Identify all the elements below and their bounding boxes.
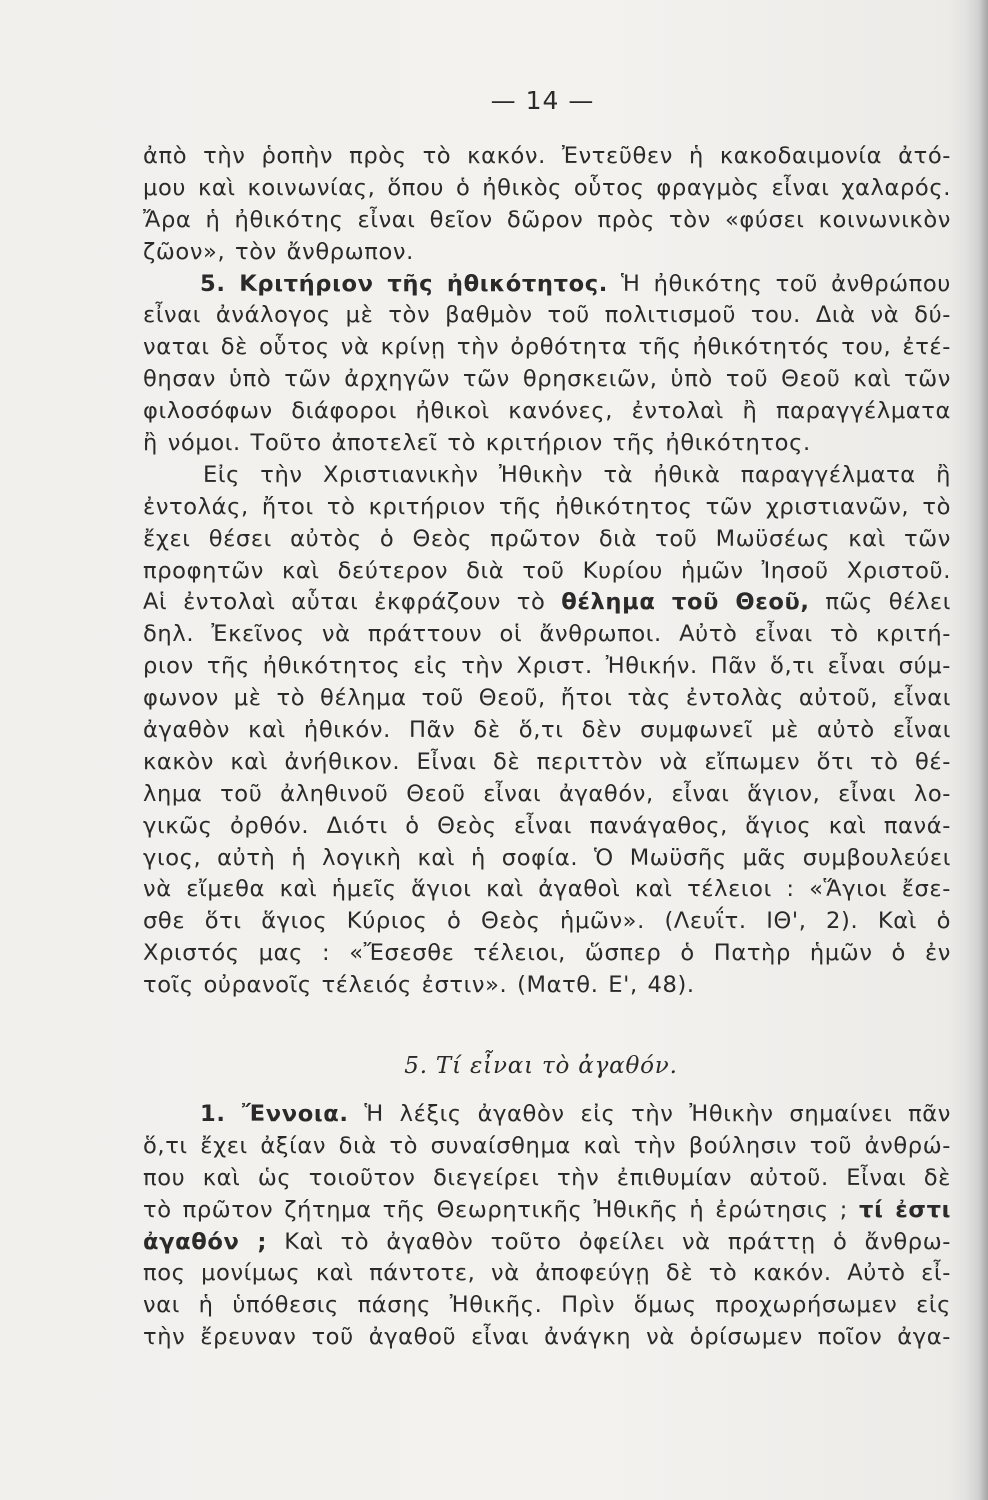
- text-line: που καὶ ὡς τοιοῦτον διεγείρει τὴν ἐπιθυμίαν αὐτοῦ. Εἶναι δὲ: [143, 1164, 951, 1191]
- question-emphasis: ἀγαθόν ;: [143, 1228, 267, 1255]
- text-line: νὰ εἴμεθα καὶ ἡμεῖς ἅγιοι καὶ ἀγαθοὶ καὶ τέλειοι : «Ἅγιοι ἔσε-: [143, 876, 951, 903]
- text-span: τὸ πρῶτον ζήτημα τῆς Θεωρητικῆς Ἠθικῆς ἡ ἐρώτησις ;: [143, 1196, 848, 1223]
- text-line: ζῶον», τὸν ἄνθρωπον.: [143, 238, 414, 265]
- text-line: ἔχει θέσει αὐτὸς ὁ Θεὸς πρῶτον διὰ τοῦ Μωϋσέως καὶ τῶν: [143, 525, 951, 552]
- text-line: Χριστός μας : «Ἔσεσθε τέλειοι, ὥσπερ ὁ Πατὴρ ἡμῶν ὁ ἐν: [143, 940, 951, 967]
- text-line: λημα τοῦ ἀληθινοῦ Θεοῦ εἶναι ἀγαθόν, εἶναι ἅγιον, εἶναι λο-: [143, 780, 951, 807]
- text-line: ναι ἡ ὑπόθεσις πάσης Ἠθικῆς. Πρὶν ὅμως προχωρήσωμεν εἰς: [143, 1292, 951, 1319]
- text-line: προφητῶν καὶ δεύτερον διὰ τοῦ Κυρίου ἡμῶν Ἰησοῦ Χριστοῦ.: [143, 557, 951, 584]
- text-line: μου καὶ κοινωνίας, ὅπου ὁ ἠθικὸς οὗτος φραγμὸς εἶναι χαλαρός.: [143, 174, 951, 201]
- text-line: εἶναι ἀνάλογος μὲ τὸν βαθμὸν τοῦ πολιτισμοῦ του. Διὰ νὰ δύ-: [143, 302, 951, 329]
- text-line: ριον τῆς ἠθικότητος εἰς τὴν Χριστ. Ἠθικήν. Πᾶν ὅ,τι εἶναι σύμ-: [143, 653, 951, 680]
- section-ethics-criterion: [143, 141, 951, 1002]
- question-emphasis: τί ἐστι: [859, 1196, 951, 1223]
- text-line: γιος, αὐτὴ ἡ λογικὴ καὶ ἡ σοφία. Ὁ Μωϋσῆς μᾶς συμβουλεύει: [143, 844, 951, 871]
- text-span: Καὶ τὸ ἀγαθὸν τοῦτο ὀφείλει νὰ πράττῃ ὁ ἄνθρω-: [284, 1228, 951, 1255]
- text-line: πος μονίμως καὶ πάντοτε, νὰ ἀποφεύγῃ δὲ τὸ κακόν. Αὐτὸ εἶ-: [143, 1260, 951, 1287]
- text-line: τοῖς οὐρανοῖς τέλειός ἐστιν». (Ματθ. Ε', 48).: [143, 972, 695, 999]
- text-line: ἢ νόμοι. Τοῦτο ἀποτελεῖ τὸ κριτήριον τῆς ἠθικότητος.: [143, 430, 811, 457]
- text-span: πῶς θέλει: [825, 589, 951, 616]
- criterion-heading: 5. Κριτήριον τῆς ἠθικότητος.: [200, 270, 608, 297]
- will-of-god-line: [143, 587, 951, 619]
- question-line: [143, 1195, 951, 1227]
- section-heading: 5. Τί εἶναι τὸ ἀγαθόν.: [404, 1053, 678, 1079]
- text-span: Ἡ λέξις ἀγαθὸν εἰς τὴν Ἠθικὴν σημαίνει πᾶν: [364, 1101, 951, 1127]
- concept-heading-line: [143, 1099, 951, 1131]
- page-edge-shadow: [966, 0, 988, 1500]
- text-span: Ἡ ἠθικότης τοῦ ἀνθρώπου: [621, 270, 951, 297]
- question-line-2: [143, 1227, 951, 1259]
- text-line: τὴν ἔρευναν τοῦ ἀγαθοῦ εἶναι ἀνάγκη νὰ ὁρίσωμεν ποῖον ἀγα-: [143, 1324, 951, 1351]
- text-line: θησαν ὑπὸ τῶν ἀρχηγῶν τῶν θρησκειῶν, ὑπὸ τοῦ Θεοῦ καὶ τῶν: [143, 366, 951, 393]
- text-line: γικῶς ὀρθόν. Διότι ὁ Θεὸς εἶναι πανάγαθος, ἅγιος καὶ πανά-: [143, 812, 951, 839]
- text-line: ναται δὲ οὗτος νὰ κρίνῃ τὴν ὀρθότητα τῆς ἠθικότητός του, ἐτέ-: [143, 334, 951, 361]
- text-line: ὅ,τι ἔχει ἀξίαν διὰ τὸ συναίσθημα καὶ τὴν βούλησιν τοῦ ἀνθρώ-: [143, 1132, 951, 1159]
- page-number: — 14 —: [490, 86, 595, 115]
- text-line: ἐντολάς, ἤτοι τὸ κριτήριον τῆς ἠθικότητος τῶν χριστιανῶν, τὸ: [143, 493, 951, 520]
- text-line: Εἰς τὴν Χριστιανικὴν Ἠθικὴν τὰ ἠθικὰ παραγγέλματα ἢ: [203, 461, 951, 488]
- section-good: [143, 1099, 951, 1354]
- text-line: Ἄρα ἡ ἠθικότης εἶναι θεῖον δῶρον πρὸς τὸν «φύσει κοινωνικὸν: [143, 206, 951, 233]
- text-line: σθε ὅτι ἅγιος Κύριος ὁ Θεὸς ἡμῶν». (Λευΐτ. ΙΘ', 2). Καὶ ὁ: [143, 908, 951, 935]
- will-of-god-emphasis: θέλημα τοῦ Θεοῦ,: [561, 589, 810, 616]
- text-line: ἀπὸ τὴν ῥοπὴν πρὸς τὸ κακόν. Ἐντεῦθεν ἡ κακοδαιμονία ἀτό-: [143, 143, 951, 169]
- criterion-heading-line: [143, 269, 951, 301]
- text-line: φιλοσόφων διάφοροι ἠθικοὶ κανόνες, ἐντολαὶ ἢ παραγγέλματα: [143, 398, 951, 425]
- concept-label: 1. Ἔννοια.: [200, 1101, 349, 1127]
- text-span: Αἱ ἐντολαὶ αὗται ἐκφράζουν τὸ: [143, 589, 546, 616]
- text-line: κακὸν καὶ ἀνήθικον. Εἶναι δὲ περιττὸν νὰ εἴπωμεν ὅτι τὸ θέ-: [143, 748, 951, 775]
- text-line: δηλ. Ἐκεῖνος νὰ πράττουν οἱ ἄνθρωποι. Αὐτὸ εἶναι τὸ κριτή-: [143, 621, 951, 648]
- text-line: φωνον μὲ τὸ θέλημα τοῦ Θεοῦ, ἤτοι τὰς ἐντολὰς αὐτοῦ, εἶναι: [143, 685, 951, 712]
- text-line: ἀγαθὸν καὶ ἠθικόν. Πᾶν δὲ ὅ,τι δὲν συμφωνεῖ μὲ αὐτὸ εἶναι: [143, 717, 951, 744]
